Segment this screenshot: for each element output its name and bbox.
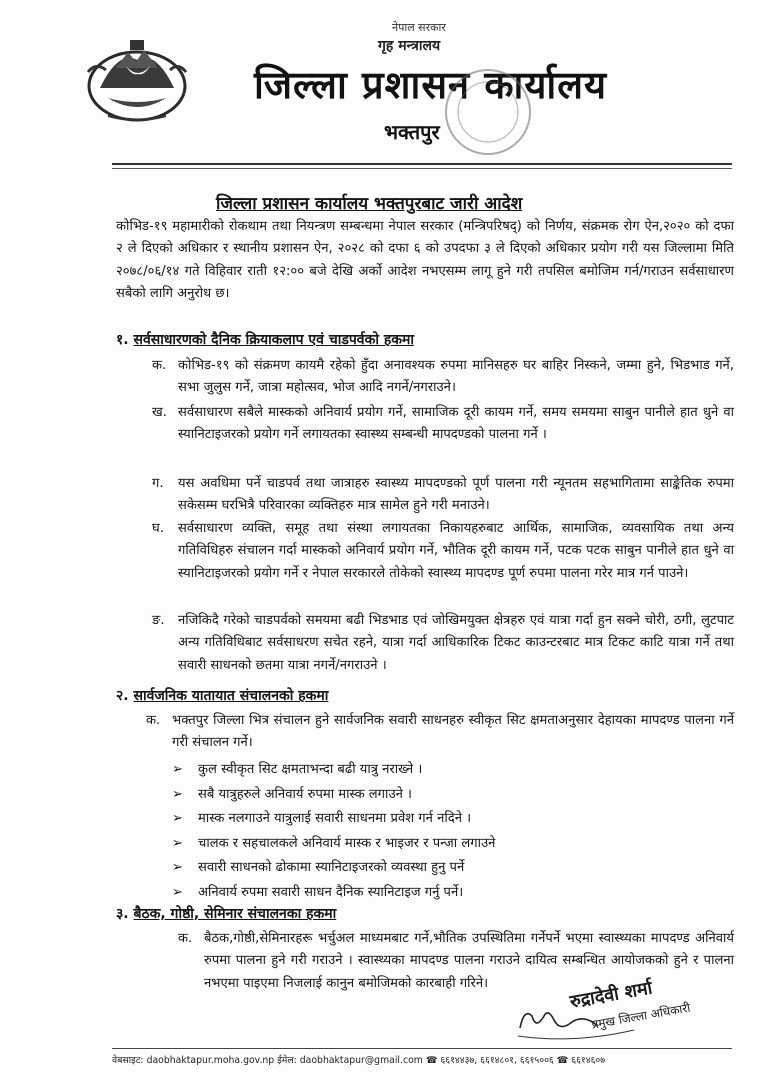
section-1-item: [152, 402, 734, 447]
arrow-right-icon: ➢: [172, 762, 183, 777]
list-item: ➢ मास्क नलगाउने यात्रुलाई सवारी साधनमा प्रवेश गर्न नदिने ।: [172, 807, 495, 832]
section-2-title: [116, 686, 328, 705]
item-text: भक्तपुर जिल्ला भित्र संचालन हुने सार्वजनिक सवारी साधनहरु स्वीकृत सिट क्षमताअनुसार देहायका मापदण्ड पालना गर्ने गरी संचालन गर्ने।: [172, 713, 734, 751]
order-intro: कोभिड-१९ महामारीको रोकथाम तथा नियन्त्रण सम्बन्धमा नेपाल सरकार (मन्त्रिपरिषद्) को निर्णय, संक्रमक रोग ऐन,२०२० को दफा २ ले दिएको अधिकार र स्थानीय प्रशासन ऐन, २०२८ को दफा ६ को उपदफा ३ ले दिएको अधिकार प्रयोग गरी यस जिल्लामा मिति २०७८/०६/१४ गते विहिवार राती १२:०० बजे देखि अर्को आदेश नभएसम्म लागू हुने गरी तपसिल बमोजिम गर्न/गराउन सर्वसाधारण सबैको लागि अनुरोध छ।: [116, 219, 734, 302]
signatory-name: रुद्रादेवी शर्मा: [568, 977, 654, 1013]
item-text: कोभिड-१९ को संक्रमण कायमै रहेको हुँदा अनावश्यक रुपमा मानिसहरु घर बाहिर निस्कने, जम्मा हुने, भिडभाड गर्ने, सभा जुलुस गर्ने, जात्रा महोत्सव, भोज आदि नगर्ने/नगराउने।: [178, 358, 734, 396]
item-text: नजिकिदै गरेको चाडपर्वको समयमा बढी भिडभाड एवं जोखिमयुक्त क्षेत्रहरु एवं यात्रा गर्दा हुन सक्ने चोरी, ठगी, लुटपाट अन्य गतिविधिबाट सर्वसाधरण सचेत रहने, यात्रा गर्दा आधिकारिक टिकट काउन्टरबाट मात्र टिकट काटि यात्रा गर्ने तथा सवारी साधनको छतमा यात्रा नगर्ने/नगराउने ।: [178, 613, 734, 673]
arrow-right-icon: ➢: [172, 835, 183, 851]
arrow-right-icon: ➢: [172, 884, 183, 900]
arrow-right-icon: ➢: [172, 860, 183, 876]
section-heading: सर्वसाधारणको दैनिक क्रियाकलाप एवं चाडपर्वको हकमा: [133, 332, 415, 348]
section-number: ३.: [116, 906, 129, 922]
office-title: जिल्ला प्रशासन कार्यालय: [254, 63, 608, 107]
item-text: बैठक,गोष्ठी,सेमिनारहरू भर्चुअल माध्यमबाट गर्ने,भौतिक उपस्थितिमा गर्नेपर्ने भएमा स्वास्थ्यका मापदण्ड अनिवार्य रुपमा पालना हुने गरी गराउने । स्वास्थ्यका मापदण्ड पालना गराउने दायित्व सम्बन्धित आयोजकको हुने र पालना नभएमा पाइएमा निजलाई कानुन बमोजिमको कारबाही गरिने।: [204, 931, 734, 991]
website-link[interactable]: daobhaktapur.moha.gov.np: [146, 1055, 275, 1066]
section-heading: सार्वजनिक यातायात संचालनको हकमा: [133, 688, 329, 704]
nepal-emblem-icon: [78, 32, 196, 128]
item-marker: ङ.: [152, 613, 165, 628]
footer-contact: [112, 1053, 732, 1066]
section-1-item: [152, 610, 734, 677]
letterhead-divider: [112, 163, 732, 165]
phone-icon: ☎: [425, 1055, 438, 1066]
list-item: ➢ कुल स्वीकृत सिट क्षमताभन्दा बढी यात्रु नराख्ने ।: [172, 758, 495, 783]
letterhead-divider-thin: [112, 168, 732, 169]
office-stamp-icon: [440, 64, 536, 160]
section-1-item: [152, 355, 734, 400]
office-place: भक्तपुर: [384, 120, 440, 144]
website-label: वेबसाइट:: [112, 1055, 144, 1066]
list-item: ➢ सबै यात्रुहरुले अनिवार्य रुपमा मास्क लगाउने ।: [172, 783, 495, 808]
section-1-item: [152, 473, 734, 518]
footer-divider: [112, 1048, 732, 1049]
email-link[interactable]: daobhaktapur@gmail.com: [299, 1055, 423, 1066]
item-marker: घ.: [152, 521, 164, 536]
item-text: सर्वसाधारण व्यक्ति, समूह तथा संस्था लगायतका निकायहरुबाट आर्थिक, सामाजिक, व्यवसायिक तथा अन्य गतिविधिहरु संचालन गर्दा मास्कको अनिवार्य प्रयोग गर्ने, भौतिक दूरी कायम गर्ने, पटक पटक साबुन पानीले हात धुने वा स्यानिटाइजरको प्रयोग गर्ने र नेपाल सरकारले तोकेको स्वास्थ्य मापदण्ड पूर्ण रुपमा पालना गरेर मात्र गर्न पाउने।: [178, 521, 734, 581]
order-heading: जिल्ला प्रशासन कार्यालय भक्तपुरबाट जारी आदेश: [216, 194, 523, 214]
arrow-right-icon: ➢: [172, 786, 183, 802]
list-item: ➢ अनिवार्य रुपमा सवारी साधन दैनिक स्यानिटाइज गर्नु पर्ने।: [172, 881, 495, 906]
section-number: २.: [116, 688, 129, 704]
section-number: १.: [116, 332, 129, 348]
transport-rules-list: [172, 758, 495, 906]
list-item: ➢ चालक र सहचालकले अनिवार्य मास्क र भाइजर र पन्जा लगाउने: [172, 832, 495, 857]
item-text: यस अवधिमा पर्ने चाडपर्व तथा जात्राहरु स्वास्थ्य मापदण्डको पूर्ण पालना गरी न्यूनतम सहभागितामा साङ्केतिक रुपमा सकेसम्म घरभित्रै परिवारका व्यक्तिहरु मात्र सामेल हुने गरी मनाउने।: [178, 476, 734, 514]
item-text: सर्वसाधारण सबैले मास्कको अनिवार्य प्रयोग गर्ने, सामाजिक दूरी कायम गर्ने, समय समयमा साबुन पानीले हात धुने वा स्यानिटाइजरको प्रयोग गर्ने लगायतका स्वास्थ्य सम्बन्धी मापदण्डको पालना गर्ने ।: [178, 405, 734, 443]
email-label: ईमेल:: [277, 1055, 297, 1066]
section-2-item: [146, 710, 734, 755]
section-1-item: [152, 518, 734, 585]
list-item: ➢ सवारी साधनको ढोकामा स्यानिटाइजरको व्यवस्था हुनु पर्ने: [172, 856, 495, 881]
item-marker: क.: [146, 713, 161, 728]
government-line: नेपाल सरकार: [392, 21, 446, 34]
item-marker: क.: [178, 931, 193, 946]
signatory-post: प्रमुख जिल्ला अधिकारी: [590, 1000, 692, 1032]
section-3-title: [116, 904, 336, 923]
ministry-line: गृह मन्त्रालय: [378, 38, 441, 54]
section-1-title: [116, 330, 414, 349]
arrow-right-icon: ➢: [172, 811, 183, 827]
phone-numbers: ६६१४४३७, ६६१४८०१, ६६१५००६ ☎ ६६१४६०७: [440, 1055, 606, 1066]
item-marker: ख.: [152, 405, 167, 420]
item-marker: ग.: [152, 476, 164, 491]
section-heading: बैठक, गोष्ठी, सेमिनार संचालनका हकमा: [133, 906, 337, 922]
item-marker: क.: [152, 358, 167, 373]
